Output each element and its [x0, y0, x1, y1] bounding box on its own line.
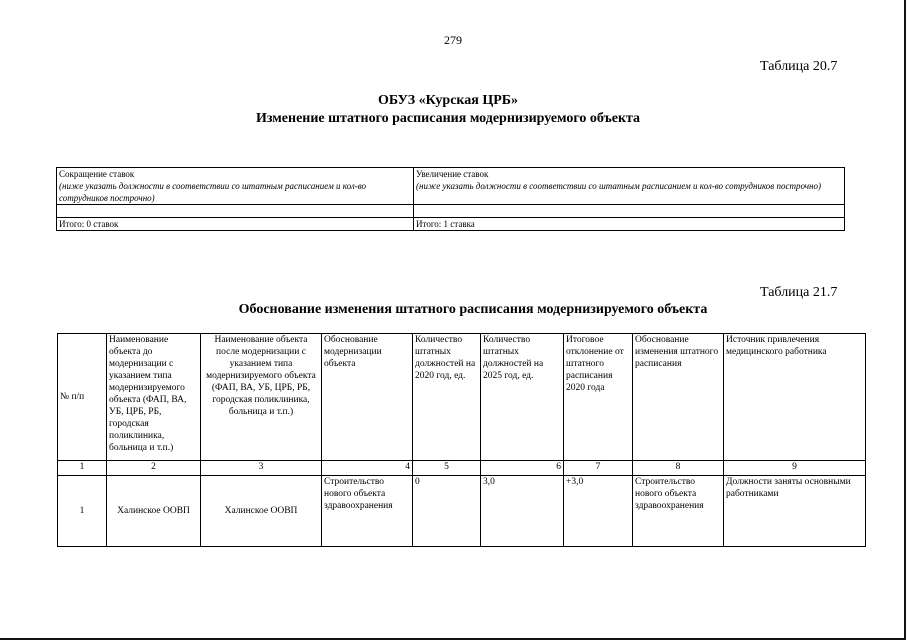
column-numbers-row: [58, 461, 866, 476]
table-row: [58, 476, 866, 547]
header-object-after: Наименование объекта после модернизации с указанием типа модернизируемого объекта (ФАП, ВА, УБ, ЦРБ, РБ, городская поликлиника, больница и т.п.): [201, 334, 322, 461]
table-21-7-label: Таблица 21.7: [760, 285, 838, 300]
empty-cell: [57, 205, 414, 218]
organization-name: ОБУЗ «Курская ЦРБ»: [377, 93, 519, 108]
header-deviation: Итоговое отклонение от штатного расписания 2020 года: [564, 334, 633, 461]
object-before: Халинское ООВП: [107, 476, 201, 547]
change-reason: Строительство нового объекта здравоохранения: [633, 476, 724, 547]
staff-source: Должности заняты основными работниками: [724, 476, 866, 547]
column-number: 8: [633, 461, 724, 476]
column-number: 4: [322, 461, 413, 476]
reduction-total: Итого: 0 ставок: [57, 218, 414, 231]
reduction-note: (ниже указать должности в соответствии со штатным расписанием и кол-во сотрудников построчно): [59, 181, 367, 203]
table-row: [57, 205, 845, 218]
table-21-7-title: Обоснование изменения штатного расписания модернизируемого объекта: [238, 302, 708, 317]
header-object-before: Наименование объекта до модернизации с указанием типа модернизируемого объекта (ФАП, ВА, УБ, ЦРБ, РБ, городская поликлиника, больница и т.п.): [107, 334, 201, 461]
column-number: 6: [481, 461, 564, 476]
header-modernization-reason: Обоснование модернизации объекта: [322, 334, 413, 461]
column-number: 3: [201, 461, 322, 476]
increase-total: Итого: 1 ставка: [414, 218, 845, 231]
modernization-reason: Строительство нового объекта здравоохранения: [322, 476, 413, 547]
table-row: [57, 218, 845, 231]
header-change-reason: Обоснование изменения штатного расписания: [633, 334, 724, 461]
row-number: 1: [58, 476, 107, 547]
column-number: 1: [58, 461, 107, 476]
empty-cell: [414, 205, 845, 218]
table-row: [57, 168, 845, 205]
staff-change-table: [56, 167, 845, 231]
increase-header: Увеличение ставок: [416, 169, 489, 179]
header-number: № п/п: [58, 334, 107, 461]
column-number: 5: [413, 461, 481, 476]
reduction-header-cell: [57, 168, 414, 205]
justification-table: [57, 333, 866, 547]
table-20-7-label: Таблица 20.7: [760, 59, 838, 74]
increase-header-cell: [414, 168, 845, 205]
column-number: 9: [724, 461, 866, 476]
increase-note: (ниже указать должности в соответствии со штатным расписанием и кол-во сотрудников построчно): [416, 181, 821, 191]
page-number: 279: [444, 33, 462, 47]
header-staff-2020: Количество штатных должностей на 2020 год, ед.: [413, 334, 481, 461]
staff-2020: 0: [413, 476, 481, 547]
object-after: Халинское ООВП: [201, 476, 322, 547]
table-20-7-title: Изменение штатного расписания модернизируемого объекта: [255, 111, 641, 126]
reduction-header: Сокращение ставок: [59, 169, 135, 179]
column-number: 2: [107, 461, 201, 476]
staff-2025: 3,0: [481, 476, 564, 547]
deviation: +3,0: [564, 476, 633, 547]
header-source: Источник привлечения медицинского работника: [724, 334, 866, 461]
header-staff-2025: Количество штатных должностей на 2025 год, ед.: [481, 334, 564, 461]
column-number: 7: [564, 461, 633, 476]
header-row: [58, 334, 866, 461]
